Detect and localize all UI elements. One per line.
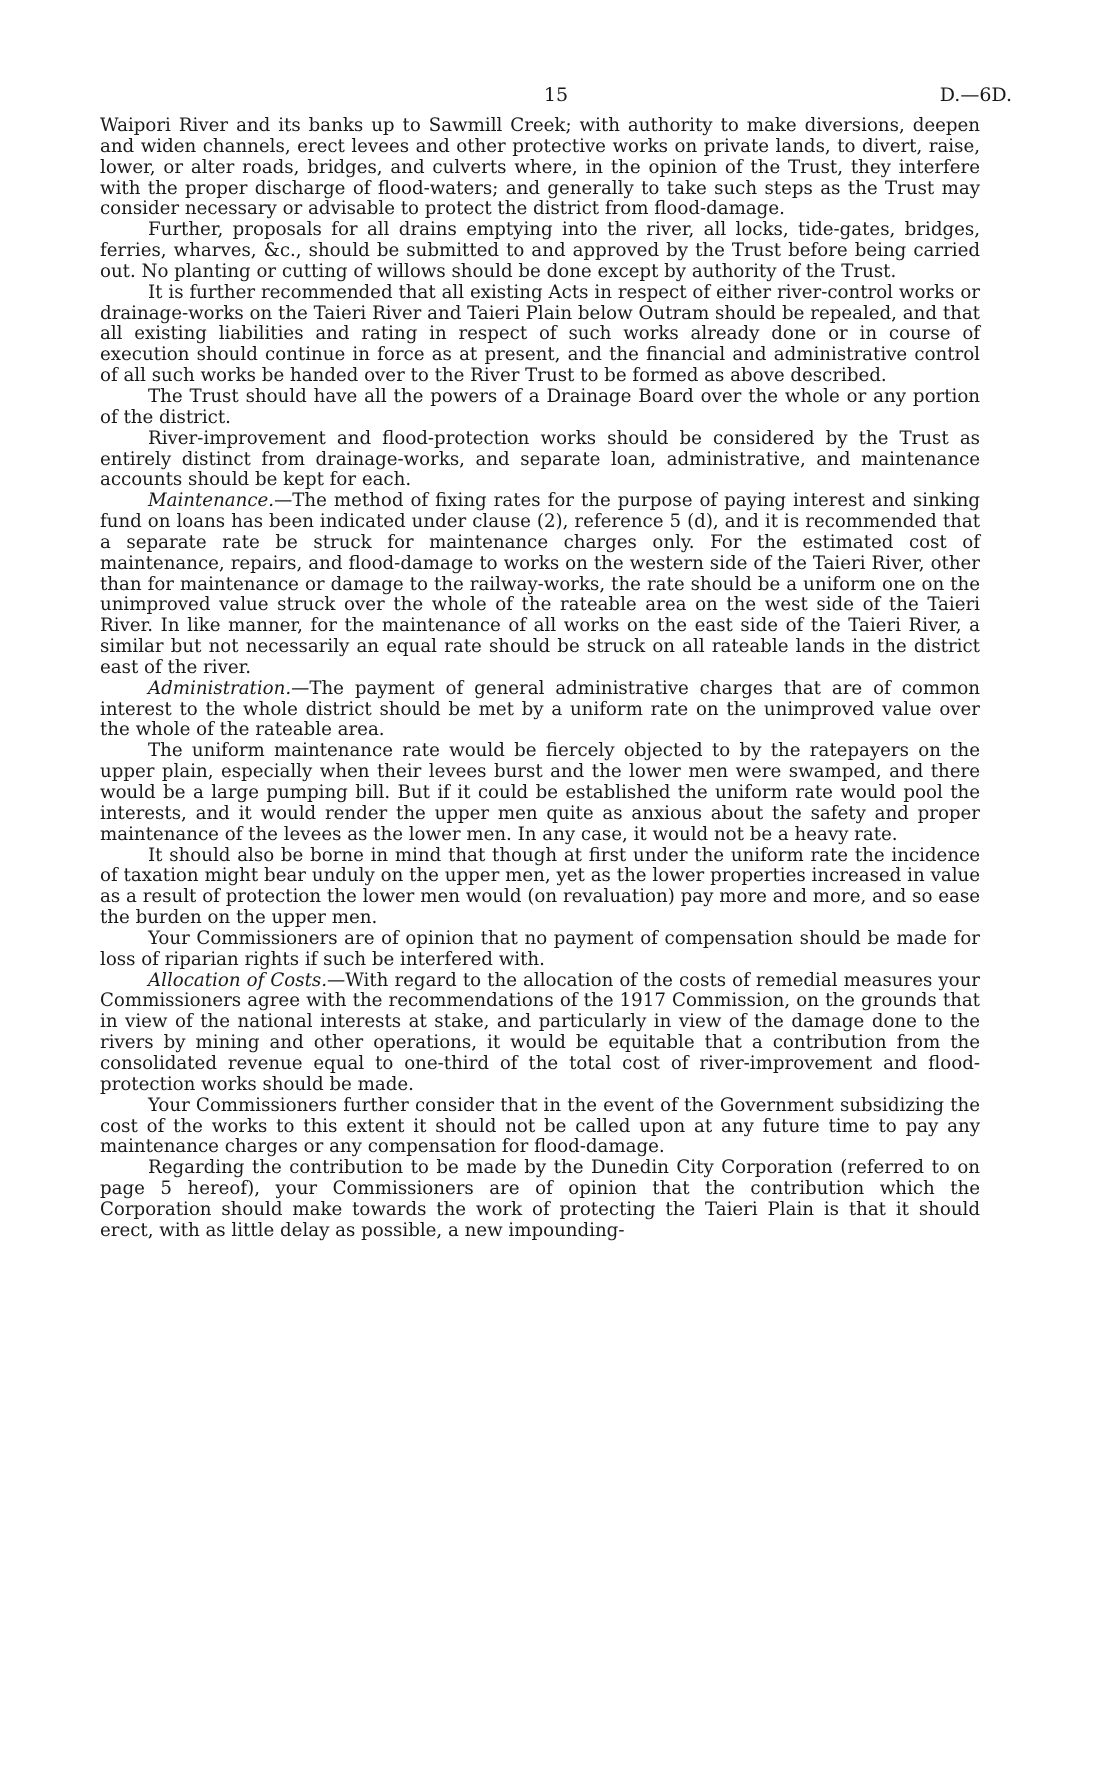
paragraph-administration: Administration.—The payment of general administrative charges that are of common interest to the whole district should be met by a uniform rate on the unimproved value over the whole of the rateable area. [100, 677, 980, 741]
page-header [100, 84, 1012, 108]
section-heading-maintenance: Maintenance. [148, 490, 275, 512]
paragraph-separate-accounts: River-improvement and flood-protection works should be considered by the Trust as entirely distinct from drainage-works, and separate loan, administrative, and maintenance accounts should be kept for each. [100, 427, 980, 491]
report-body [100, 116, 980, 1242]
paragraph-maintenance: Maintenance.—The method of fixing rates for the purpose of paying interest and sinking fund on loans has been indicated under clause (2), reference 5 (d), and it is recommended that a separate rate be struck for maintenance charges only. For the estimated cost of maintenance, repairs, and flood-damage to works on the western side of the Taieri River, other than for maintenance or damage to the railway-works, the rate should be a uniform one on the unimproved value struck over the whole of the rateable area on the west side of the Taieri River. In like manner, for the maintenance of all works on the east side of the Taieri River, a similar but not necessarily an equal rate should be struck on all rateable lands in the district east of the river. [100, 490, 980, 678]
paragraph-drain-proposals: Further, proposals for all drains emptying into the river, all locks, tide-gates, bridges, ferries, wharves, &c., should be submitted to and approved by the Trust before being carried out. No planting or cutting of willows should be done except by authority of the Trust. [100, 219, 980, 282]
paragraph-drainage-board: The Trust should have all the powers of a Drainage Board over the whole or any portion of the district. [100, 385, 980, 428]
paragraph-incidence-taxation: It should also be borne in mind that though at first under the uniform rate the incidence of taxation might bear unduly on the upper men, yet as the lower properties increased in value as a result of protection the lower men would (on revaluation) pay more and more, and so ease the burden on the upper men. [100, 844, 980, 929]
paragraph-riparian-rights: Your Commissioners are of opinion that no payment of compensation should be made for loss of riparian rights if such be interfered with. [100, 927, 980, 970]
paragraph-dunedin-contribution: Regarding the contribution to be made by the Dunedin City Corporation (referred to on page 5 hereof), your Commissioners are of opinion that the contribution which the Corporation should make towards the work of protecting the Taieri Plain is that it should erect, with as little delay as possible, a new impounding- [100, 1157, 980, 1241]
section-heading-administration: Administration. [148, 677, 292, 699]
paragraph-waipori-powers: Waipori River and its banks up to Sawmill Creek; with authority to make diversions, deepen and widen channels, erect levees and other protective works on private lands, to divert, raise, lower, or alter roads, bridges, and culverts where, in the opinion of the Trust, they interfere with the proper discharge of flood-waters; and generally to take such steps as the Trust may consider necessary or advisable to protect the district from flood-damage. [100, 115, 980, 220]
section-heading-allocation-of-costs: Allocation of Costs. [148, 969, 327, 991]
paragraph-repeal-acts: It is further recommended that all existing Acts in respect of either river-control works or drainage-works on the Taieri River and Taieri Plain below Outram should be repealed, and that all existing liabilities and rating in respect of such works already done or in course of execution should continue in force as at present, and the financial and administrative control of all such works be handed over to the River Trust to be formed as above described. [100, 281, 980, 387]
paragraph-government-subsidy: Your Commissioners further consider that in the event of the Government subsidizing the cost of the works to this extent it should not be called upon at any future time to pay any maintenance charges or any compensation for flood-damage. [100, 1094, 980, 1158]
page-number: 15 [543, 84, 569, 106]
paragraph-allocation-costs: Allocation of Costs.—With regard to the allocation of the costs of remedial measures your Commissioners agree with the recommendations of the 1917 Commission, on the grounds that in view of the national interests at stake, and particularly in view of the damage done to the rivers by mining and other operations, it would be equitable that a contribution from the consolidated revenue equal to one-third of the total cost of river-improvement and flood-protection works should be made. [100, 969, 980, 1095]
paragraph-uniform-rate: The uniform maintenance rate would be fiercely objected to by the ratepayers on the upper plain, especially when their levees burst and the lower men were swamped, and there would be a large pumping bill. But if it could be established the uniform rate would pool the interests, and it would render the upper men quite as anxious about the safety and proper maintenance of the levees as the lower men. In any case, it would not be a heavy rate. [100, 740, 980, 845]
document-reference: D.—6D. [939, 84, 1012, 106]
